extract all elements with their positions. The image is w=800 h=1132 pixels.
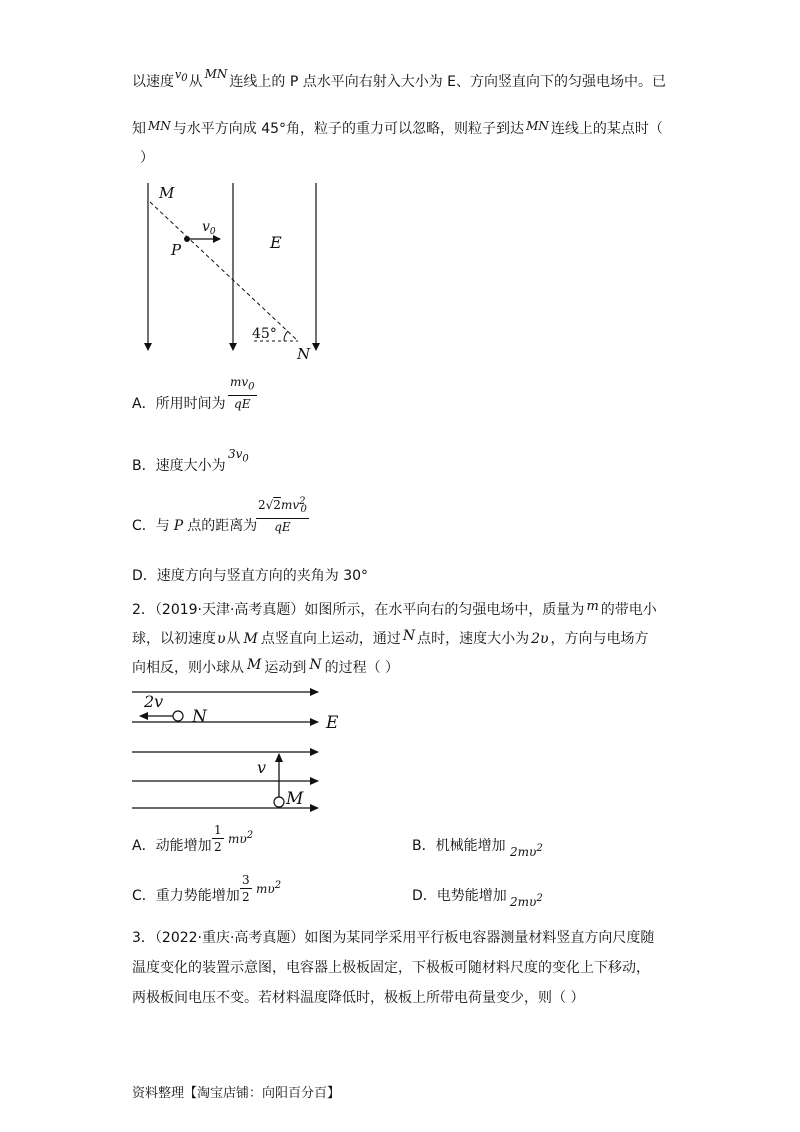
q1-option-a: A．所用时间为 (132, 396, 226, 412)
q3-line1: 3．（2022·重庆·高考真题）如图为某同学采用平行板电容器测量材料竖直方向尺度随 (132, 930, 655, 946)
q2-option-c-fraction: $\frac{3}{2}$ (242, 873, 250, 904)
q1-option-c: C．与 P 点的距离为 (132, 518, 258, 534)
q2-option-d: D．电势能增加 (412, 888, 507, 904)
q3-line2: 温度变化的装置示意图，电容器上极板固定，下极板可随材料尺度的变化上下移动， (132, 960, 650, 976)
footer: 资料整理【淘宝店铺：向阳百分百】 (132, 1086, 341, 1101)
ball-m (274, 797, 284, 807)
q1-option-d: D．速度方向与竖直方向的夹角为 30° (132, 568, 369, 584)
ball-n (173, 711, 183, 721)
label-m: M (286, 789, 304, 809)
q2-option-c-expr: $m\upsilon^2$ (256, 880, 282, 896)
label-v: v (257, 758, 267, 777)
q2-option-c: C．重力势能增加 (132, 888, 240, 904)
label-n: N (192, 707, 207, 727)
q2-line3: 向相反，则小球从 M 运动到 N 的过程（ ） (132, 657, 400, 676)
q2-option-a-fraction: $\frac{1}{2}$ (214, 823, 222, 854)
q1-option-a-fraction: $\frac{mv_0}{qE}$ (230, 375, 255, 412)
q1-option-c-fraction: $\frac{2√2mv^2_0}{qE}$ (258, 496, 307, 535)
point-p (184, 236, 190, 242)
q2-line1: 2．（2019·天津·高考真题）如图所示，在水平向右的匀强电场中，质量为 m 的带电小 (132, 599, 657, 618)
q2-option-d-expr: $2m\upsilon^2$ (510, 893, 543, 909)
q2-option-b-expr: $2m\upsilon^2$ (510, 843, 543, 859)
q1-line2: 知 MN 与水平方向成 45°角，粒子的重力可以忽略，则粒子到达 MN 连线上的某点时（ (132, 119, 663, 137)
q1-option-b-value: $3v_0$ (228, 447, 249, 465)
angle-arc (284, 331, 288, 341)
label-n: N (297, 345, 311, 363)
q3-line3: 两极板间电压不变。若材料温度降低时，极板上所带电荷量变少，则（ ） (132, 990, 585, 1006)
q1-option-b: B．速度大小为 (132, 458, 226, 474)
label-2v: 2v (144, 692, 164, 711)
q1-figure (138, 178, 338, 368)
mn-line (150, 202, 298, 341)
label-m: M (159, 184, 175, 202)
q2-option-b: B．机械能增加 (412, 838, 506, 854)
q2-line2: 球，以初速度υ从 M 点竖直向上运动，通过 N 点时，速度大小为 2υ ，方向与电场方 (132, 628, 649, 647)
label-v0: $v_0$ (202, 219, 216, 237)
q2-option-a-expr: $m\upsilon^2$ (228, 830, 254, 846)
label-angle: 45° (252, 326, 277, 342)
label-e: E (326, 713, 339, 733)
q2-option-a: A．动能增加 (132, 838, 212, 854)
q1-line3: ） (140, 150, 154, 166)
label-p: P (171, 241, 182, 259)
label-e: E (270, 233, 282, 252)
q2-figure (128, 682, 358, 820)
q1-line1: 以速度$^{v_0}$从 MN 连线上的 P 点水平向右射入大小为 E、方向竖直向下的匀强电场中。已 (132, 67, 667, 90)
